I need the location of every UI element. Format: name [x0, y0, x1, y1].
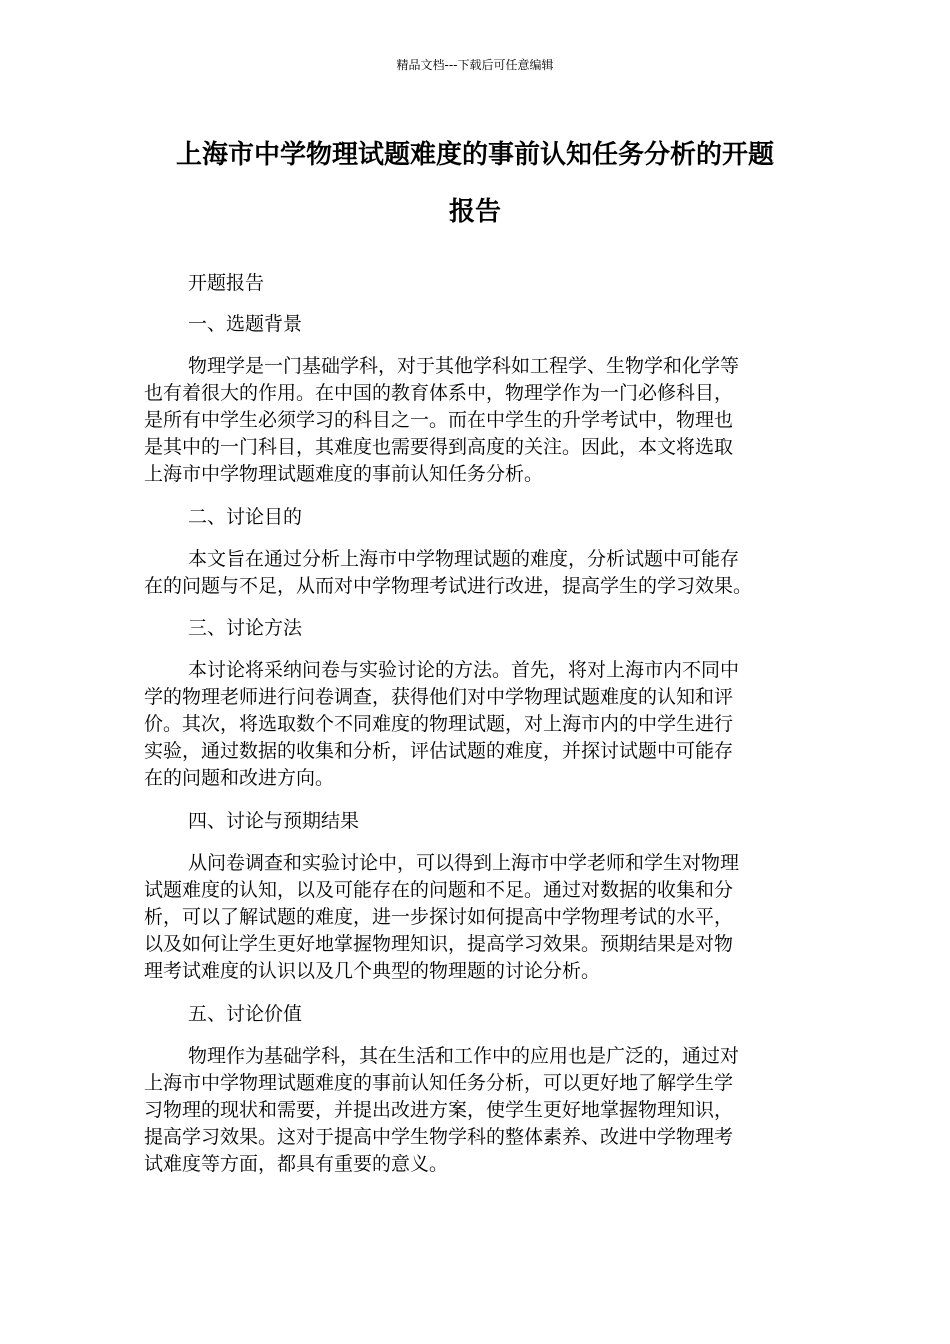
paragraph-line: 实验，通过数据的收集和分析，评估试题的难度，并探讨试题中可能存 — [144, 740, 734, 762]
paragraph-line: 本讨论将采纳问卷与实验讨论的方法。首先，将对上海市内不同中 — [188, 659, 740, 681]
paragraph-line: 是其中的一门科目，其难度也需要得到高度的关注。因此，本文将选取 — [144, 436, 734, 458]
document-title-line-1: 上海市中学物理试题难度的事前认知任务分析的开题 — [175, 140, 774, 170]
paragraph-line: 析，可以了解试题的难度，进一步探讨如何提高中学物理考试的水平， — [144, 906, 734, 928]
paragraph-line: 物理作为基础学科，其在生活和工作中的应用也是广泛的，通过对 — [188, 1045, 740, 1067]
section-heading-2: 二、讨论目的 — [188, 506, 303, 528]
paragraph-line: 也有着很大的作用。在中国的教育体系中，物理学作为一门必修科目， — [144, 382, 734, 404]
paragraph-line: 在的问题和改进方向。 — [144, 767, 335, 789]
paragraph-background — [144, 353, 806, 488]
section-heading-3: 三、讨论方法 — [188, 617, 303, 639]
paragraph-line: 以及如何让学生更好地掌握物理知识，提高学习效果。预期结果是对物 — [144, 933, 734, 955]
paragraph-method — [144, 657, 806, 792]
paragraph-line: 上海市中学物理试题难度的事前认知任务分析。 — [144, 463, 544, 485]
paragraph-value — [144, 1043, 806, 1178]
paragraph-line: 理考试难度的认识以及几个典型的物理题的讨论分析。 — [144, 960, 601, 982]
paragraph-line: 价。其次，将选取数个不同难度的物理试题，对上海市内的中学生进行 — [144, 713, 734, 735]
section-heading-5: 五、讨论价值 — [188, 1003, 303, 1025]
report-label: 开题报告 — [188, 272, 265, 294]
paragraph-results — [144, 850, 806, 985]
section-heading-4: 四、讨论与预期结果 — [188, 810, 360, 832]
paragraph-line: 从问卷调查和实验讨论中，可以得到上海市中学老师和学生对物理 — [188, 852, 740, 874]
paragraph-line: 试难度等方面，都具有重要的意义。 — [144, 1153, 449, 1175]
paragraph-line: 学的物理老师进行问卷调查，获得他们对中学物理试题难度的认知和评 — [144, 686, 734, 708]
paragraph-line: 试题难度的认知，以及可能存在的问题和不足。通过对数据的收集和分 — [144, 879, 734, 901]
paragraph-line: 是所有中学生必须学习的科目之一。而在中学生的升学考试中，物理也 — [144, 409, 734, 431]
section-heading-1: 一、选题背景 — [188, 313, 303, 335]
paragraph-line: 本文旨在通过分析上海市中学物理试题的难度，分析试题中可能存 — [188, 548, 740, 570]
document-title-line-2: 报告 — [448, 197, 501, 227]
paragraph-line: 物理学是一门基础学科，对于其他学科如工程学、生物学和化学等 — [188, 355, 740, 377]
paragraph-line: 提高学习效果。这对于提高中学生物学科的整体素养、改进中学物理考 — [144, 1126, 734, 1148]
paragraph-line: 在的问题与不足，从而对中学物理考试进行改进，提高学生的学习效果。 — [144, 575, 753, 597]
paragraph-line: 习物理的现状和需要，并提出改进方案，使学生更好地掌握物理知识， — [144, 1099, 734, 1121]
paragraph-purpose — [144, 546, 806, 600]
paragraph-line: 上海市中学物理试题难度的事前认知任务分析，可以更好地了解学生学 — [144, 1072, 734, 1094]
header-note: 精品文档---下载后可任意编辑 — [396, 58, 554, 72]
